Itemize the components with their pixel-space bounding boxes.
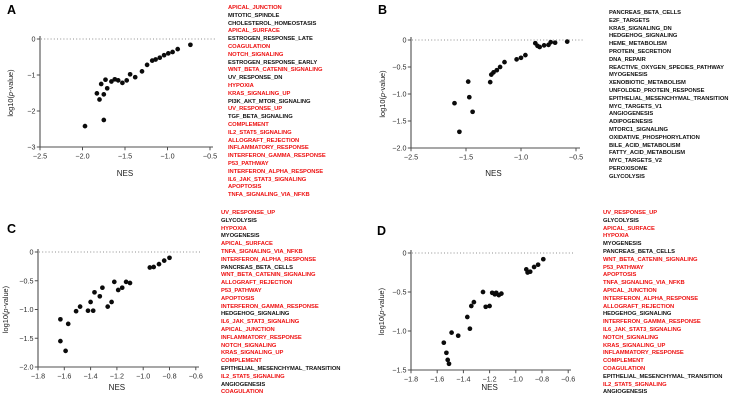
gene-set-label: HEME_METABOLISM	[609, 41, 667, 48]
data-point	[542, 43, 547, 48]
y-tick-label: 0	[29, 247, 34, 257]
data-point	[532, 265, 537, 270]
gene-set-label: IL6_JAK_STAT3_SIGNALING	[221, 319, 300, 326]
gene-list	[221, 210, 340, 397]
gene-set-label: MITOTIC_SPINDLE	[228, 12, 280, 19]
scatter-plot	[373, 0, 591, 201]
gene-set-label: HYPOXIA	[603, 233, 629, 240]
gene-set-label: DNA_REPAIR	[609, 56, 646, 63]
data-point	[541, 257, 546, 262]
gene-set-label: ANGIOGENESIS	[609, 111, 654, 118]
gene-set-label: EPITHELIAL_MESENCHYMAL_TRANSITION	[603, 373, 723, 380]
gene-set-label: ALLOGRAFT_REJECTION	[228, 137, 300, 144]
data-point	[91, 308, 96, 313]
data-point	[116, 288, 121, 293]
gene-set-label: PANCREAS_BETA_CELLS	[609, 10, 681, 16]
gene-list	[603, 210, 722, 397]
gene-set-label: APICAL_SURFACE	[221, 241, 273, 248]
data-point	[151, 265, 156, 270]
data-point	[536, 262, 541, 267]
y-tick-label: −1.0	[392, 326, 407, 336]
data-point	[157, 262, 162, 267]
data-point	[447, 361, 452, 366]
gene-set-label: EPITHELIAL_MESENCHYMAL_TRANSITION	[221, 365, 341, 372]
data-point	[487, 304, 492, 309]
gene-set-label: INTERFERON_GAMMA_RESPONSE	[221, 303, 319, 310]
gene-list	[228, 5, 326, 200]
gene-set-label: IL2_STAT5_SIGNALING	[603, 381, 667, 388]
gene-set-label: INTERFERON_ALPHA_RESPONSE	[603, 295, 699, 302]
x-tick-label: −0.8	[534, 374, 550, 384]
gene-set-label: APICAL_SURFACE	[228, 28, 280, 35]
data-point	[452, 101, 457, 106]
data-point	[175, 47, 180, 52]
data-point	[103, 77, 108, 82]
gene-set-label: WNT_BETA_CATENIN_SIGNALING	[228, 67, 323, 74]
gene-set-label: ALLOGRAFT_REJECTION	[221, 280, 293, 287]
gene-set-label: GLYCOLYSIS	[221, 217, 257, 224]
gene-set-label: WNT_BETA_CATENIN_SIGNALING	[603, 256, 698, 263]
data-point	[441, 340, 446, 345]
data-point	[58, 317, 63, 322]
gene-set-label: KRAS_SIGNALING_DN	[609, 25, 672, 32]
data-point	[467, 95, 472, 100]
data-point	[528, 269, 533, 274]
gene-set-label: GLYCOLYSIS	[603, 217, 639, 224]
data-point	[140, 69, 145, 74]
gene-set-label: PEROXISOME	[609, 165, 648, 172]
data-point	[548, 40, 553, 45]
x-tick-label: −1.4	[83, 371, 98, 381]
gene-set-label: HYPOXIA	[221, 225, 247, 232]
gene-set-label: INFLAMMATORY_RESPONSE	[221, 334, 302, 341]
data-point	[74, 309, 79, 314]
axis-spine	[411, 250, 571, 370]
data-point	[167, 255, 172, 260]
data-point	[128, 281, 133, 286]
data-point	[502, 60, 507, 65]
scatter-plot	[0, 201, 218, 402]
data-point	[553, 40, 558, 45]
gene-set-label: E2F_TARGETS	[609, 17, 650, 24]
data-point	[519, 55, 524, 60]
data-point	[472, 300, 477, 305]
data-point	[498, 65, 503, 70]
gene-set-label: REACTIVE_OXYGEN_SPECIES_PATHWAY	[609, 64, 724, 71]
gene-set-label: HYPOXIA	[228, 82, 254, 89]
gene-set-label: PANCREAS_BETA_CELLS	[221, 264, 293, 271]
y-tick-label: −0.5	[392, 287, 407, 297]
gene-set-label: MYC_TARGETS_V2	[609, 158, 662, 165]
x-tick-label: −1.2	[109, 371, 125, 381]
y-axis-title: log10(p-value)	[6, 69, 15, 117]
panel-label: C	[7, 222, 17, 236]
y-axis-title: log10(p-value)	[377, 287, 386, 336]
data-point	[481, 290, 486, 295]
data-point	[124, 78, 129, 83]
gene-set-label: APICAL_JUNCTION	[228, 5, 282, 11]
data-point	[444, 350, 449, 355]
gene-set-label: CHOLESTEROL_HOMEOSTASIS	[228, 20, 317, 27]
y-tick-label: 0	[402, 35, 407, 45]
gene-set-label: TNFA_SIGNALING_VIA_NFKB	[221, 248, 303, 255]
gene-set-label: ESTROGEN_RESPONSE_EARLY	[228, 59, 318, 66]
y-tick-label: 0	[31, 34, 36, 44]
x-tick-label: −1.8	[403, 374, 419, 384]
data-point	[112, 280, 117, 285]
gene-set-label: INFLAMMATORY_RESPONSE	[603, 350, 684, 357]
gene-set-label: INTERFERON_ALPHA_RESPONSE	[221, 256, 317, 263]
data-point	[99, 82, 104, 87]
x-tick-label: −1.5	[458, 152, 474, 162]
gene-set-label: MTORC1_SIGNALING	[609, 126, 669, 133]
gene-set-label: HEDGEHOG_SIGNALING	[603, 311, 672, 318]
x-tick-label: −1.0	[513, 152, 529, 162]
gene-set-label: APICAL_JUNCTION	[603, 287, 657, 294]
data-point	[457, 129, 462, 134]
gene-set-label: MYOGENESIS	[609, 72, 648, 79]
gene-set-label: OXIDATIVE_PHOSPHORYLATION	[609, 134, 700, 141]
data-point	[83, 124, 88, 129]
gene-set-label: APOPTOSIS	[221, 295, 255, 302]
data-point	[86, 308, 91, 313]
data-point	[109, 300, 114, 305]
data-point	[537, 45, 542, 50]
y-tick-label: −1.5	[19, 333, 34, 343]
gene-set-label: KRAS_SIGNALING_UP	[228, 90, 291, 97]
gene-set-label: TNFA_SIGNALING_VIA_NFKB	[228, 192, 310, 199]
gene-set-label: P53_PATHWAY	[603, 264, 644, 271]
gene-set-label: WNT_BETA_CATENIN_SIGNALING	[221, 272, 316, 279]
gene-set-label: NOTCH_SIGNALING	[221, 342, 277, 349]
gene-set-label: IL2_STAT5_SIGNALING	[228, 129, 292, 136]
scatter-plot	[373, 201, 591, 402]
data-point	[120, 285, 125, 290]
x-tick-label: −0.6	[561, 374, 576, 384]
data-point	[449, 330, 454, 335]
gene-set-label: UV_RESPONSE_DN	[228, 75, 283, 82]
gene-set-label: ANGIOGENESIS	[221, 381, 266, 388]
x-tick-label: −1.0	[508, 374, 523, 384]
data-point	[145, 63, 150, 68]
gene-set-label: HEDGEHOG_SIGNALING	[221, 311, 290, 318]
x-tick-label: −1.5	[117, 151, 133, 161]
x-axis-title: NES	[481, 383, 498, 392]
y-tick-label: −1.5	[392, 116, 407, 126]
data-point	[170, 50, 175, 55]
x-tick-label: −2.5	[32, 151, 48, 161]
data-point	[523, 53, 528, 58]
y-tick-label: −2.0	[19, 362, 34, 372]
gene-set-label: FATTY_ACID_METABOLISM	[609, 150, 686, 157]
gene-set-label: UV_RESPONSE_UP	[221, 210, 276, 216]
data-point	[153, 57, 158, 62]
gene-set-label: COMPLEMENT	[228, 121, 269, 128]
scatter-plot	[0, 0, 218, 201]
axis-spine	[411, 37, 580, 148]
data-point	[514, 57, 519, 62]
x-axis-title: NES	[108, 383, 126, 392]
gene-set-label: COAGULATION	[603, 365, 646, 372]
gene-set-label: ANGIOGENESIS	[603, 389, 648, 396]
figure-panel	[0, 201, 373, 402]
figure-panel	[373, 0, 746, 201]
gene-set-label: INTERFERON_ALPHA_RESPONSE	[228, 168, 324, 175]
y-tick-label: −1.5	[392, 365, 407, 375]
gene-set-label: IL6_JAK_STAT3_SIGNALING	[603, 326, 682, 333]
data-point	[499, 291, 504, 296]
gene-set-label: TNFA_SIGNALING_VIA_NFKB	[603, 280, 685, 287]
figure-panel	[373, 201, 746, 402]
y-axis-title: log10(p-value)	[378, 70, 387, 118]
gene-set-label: COMPLEMENT	[221, 358, 262, 365]
y-tick-label: −2.0	[392, 143, 407, 153]
data-point	[66, 322, 71, 327]
x-axis-title: NES	[485, 169, 502, 178]
gene-set-label: UV_RESPONSE_UP	[603, 210, 658, 216]
gene-set-label: TGF_BETA_SIGNALING	[228, 114, 293, 121]
gene-set-label: NOTCH_SIGNALING	[603, 334, 659, 341]
data-point	[188, 42, 193, 47]
x-tick-label: −2.0	[75, 151, 90, 161]
x-tick-label: −1.2	[482, 374, 497, 384]
data-point	[162, 53, 167, 58]
x-tick-label: −1.6	[430, 374, 445, 384]
y-tick-label: −1.0	[19, 305, 34, 315]
gene-set-label: UNFOLDED_PROTEIN_RESPONSE	[609, 87, 705, 94]
gene-set-label: INTERFERON_GAMMA_RESPONSE	[228, 153, 326, 160]
gene-set-label: ADIPOGENESIS	[609, 119, 653, 126]
y-tick-label: −3	[27, 142, 36, 152]
gene-set-label: XENOBIOTIC_METABOLISM	[609, 80, 686, 87]
y-tick-label: −1	[27, 70, 36, 80]
data-point	[128, 72, 133, 77]
data-point	[92, 290, 97, 295]
data-point	[162, 258, 167, 263]
data-point	[483, 304, 488, 309]
gene-set-label: COAGULATION	[221, 389, 264, 396]
gene-set-label: MYOGENESIS	[603, 241, 642, 248]
x-tick-label: −1.0	[136, 371, 151, 381]
data-point	[565, 39, 570, 44]
x-tick-label: −0.5	[568, 152, 584, 162]
data-point	[97, 294, 102, 299]
data-point	[488, 80, 493, 85]
gene-set-label: INTERFERON_GAMMA_RESPONSE	[603, 319, 701, 326]
gene-list	[609, 10, 728, 182]
data-point	[97, 97, 102, 102]
gene-set-label: INFLAMMATORY_RESPONSE	[228, 145, 309, 152]
data-point	[468, 326, 473, 331]
data-point	[120, 81, 125, 86]
gene-set-label: P53_PATHWAY	[228, 160, 269, 167]
data-point	[470, 109, 475, 114]
gene-set-label: BILE_ACID_METABOLISM	[609, 142, 681, 149]
panel-label: D	[377, 224, 387, 238]
data-point	[469, 304, 474, 309]
gene-set-label: PROTEIN_SECRETION	[609, 48, 671, 55]
gene-set-label: KRAS_SIGNALING_UP	[221, 350, 284, 357]
panel-label: A	[7, 3, 17, 17]
gene-set-label: EPITHELIAL_MESENCHYMAL_TRANSITION	[609, 95, 729, 102]
gene-set-label: IL6_JAK_STAT3_SIGNALING	[228, 176, 307, 183]
data-point	[101, 118, 106, 123]
gene-set-label: ALLOGRAFT_REJECTION	[603, 303, 675, 310]
x-tick-label: −1.8	[30, 371, 46, 381]
gene-set-label: GLYCOLYSIS	[609, 173, 645, 180]
y-tick-label: −2	[27, 106, 36, 116]
gene-set-label: ESTROGEN_RESPONSE_LATE	[228, 36, 313, 43]
gene-set-label: PI3K_AKT_MTOR_SIGNALING	[228, 98, 311, 105]
data-point	[95, 91, 100, 96]
axis-spine	[40, 36, 213, 147]
x-tick-label: −2.5	[403, 152, 419, 162]
x-tick-label: −1.4	[456, 374, 471, 384]
data-point	[88, 300, 93, 305]
gene-set-label: COMPLEMENT	[603, 358, 644, 365]
data-point	[133, 75, 138, 80]
x-tick-label: −1.0	[160, 151, 175, 161]
y-axis-title: log10(p-value)	[1, 285, 10, 334]
x-tick-label: −0.6	[188, 371, 203, 381]
x-tick-label: −1.6	[57, 371, 72, 381]
x-axis-title: NES	[116, 169, 134, 178]
gene-set-label: MYC_TARGETS_V1	[609, 103, 662, 110]
gene-set-label: APOPTOSIS	[228, 184, 262, 191]
axis-spine	[38, 249, 199, 367]
gene-set-label: APICAL_JUNCTION	[221, 326, 275, 333]
gene-set-label: P53_PATHWAY	[221, 287, 262, 294]
gene-set-label: PANCREAS_BETA_CELLS	[603, 248, 675, 255]
data-point	[157, 55, 162, 60]
y-tick-label: −0.5	[392, 62, 407, 72]
figure-panel	[0, 0, 373, 201]
data-point	[101, 92, 106, 97]
data-point	[100, 285, 105, 290]
gene-set-label: MYOGENESIS	[221, 233, 260, 240]
data-point	[105, 304, 110, 309]
gene-set-label: UV_RESPONSE_UP	[228, 106, 283, 113]
y-tick-label: −0.5	[19, 276, 34, 286]
data-point	[456, 333, 461, 338]
gene-set-label: NOTCH_SIGNALING	[228, 51, 284, 58]
x-tick-label: −0.8	[162, 371, 177, 381]
data-point	[78, 304, 83, 309]
x-tick-label: −0.5	[202, 151, 218, 161]
gene-set-label: APICAL_SURFACE	[603, 225, 655, 232]
data-point	[166, 51, 171, 56]
panel-label: B	[378, 3, 388, 17]
data-point	[466, 79, 471, 84]
gene-set-label: APOPTOSIS	[603, 272, 637, 279]
data-point	[63, 349, 68, 354]
gene-set-label: COAGULATION	[228, 43, 271, 50]
gene-set-label: KRAS_SIGNALING_UP	[603, 342, 666, 349]
data-point	[116, 78, 121, 83]
data-point	[58, 339, 63, 344]
data-point	[105, 86, 110, 91]
y-tick-label: −1.0	[392, 89, 407, 99]
gene-set-label: HEDGEHOG_SIGNALING	[609, 33, 678, 40]
gene-set-label: IL2_STAT5_SIGNALING	[221, 373, 285, 380]
data-point	[465, 315, 470, 320]
y-tick-label: 0	[402, 248, 407, 258]
